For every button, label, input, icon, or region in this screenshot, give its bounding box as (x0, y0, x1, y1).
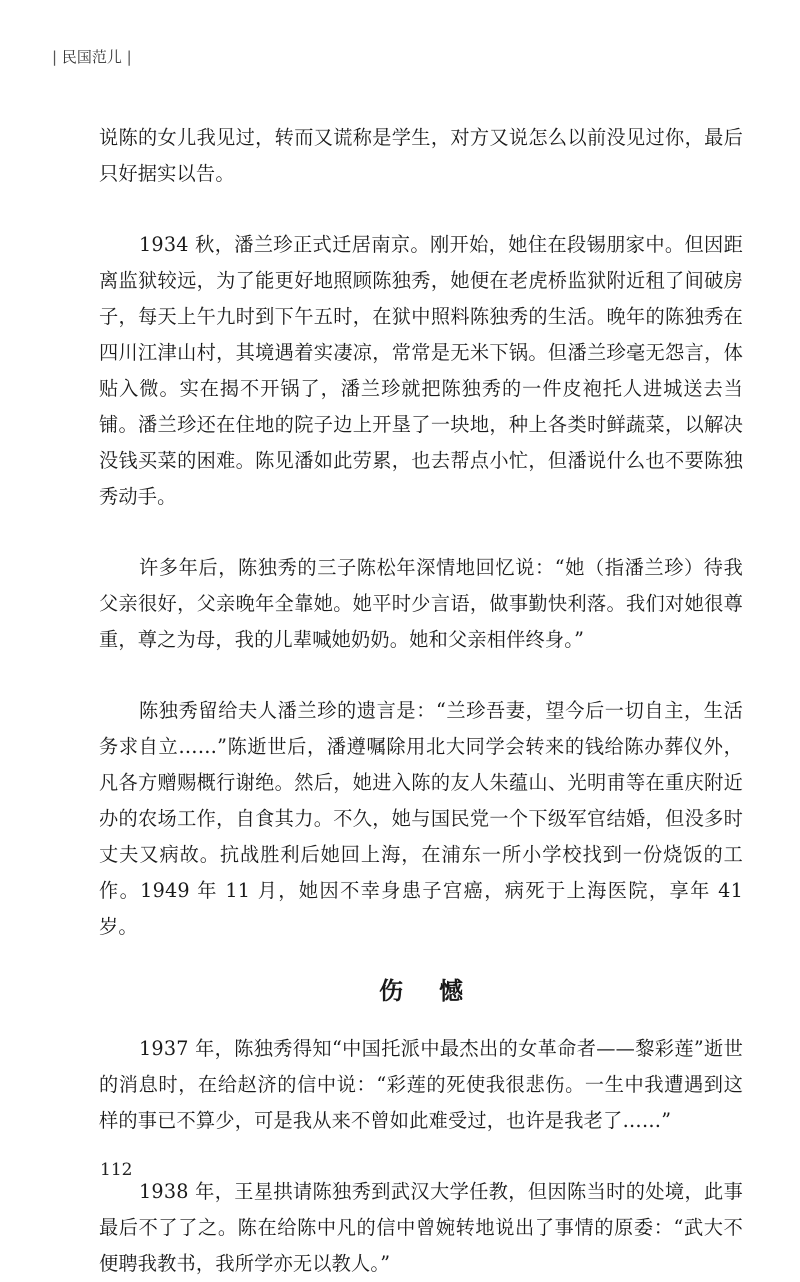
page-number: 112 (100, 1160, 133, 1180)
section-title: 伤憾 (379, 977, 499, 1005)
paragraph-last-words: 陈独秀留给夫人潘兰珍的遗言是：“兰珍吾妻，望今后一切自主，生活务求自立……”陈逝世后，潘遵嘱除用北大同学会转来的钱给陈办葬仪外，凡各方赠赐概行谢绝。然后，她进入陈的友人朱蕴山、光明甫等在重庆附近办的农场工作，自食其力。不久，她与国民党一个下级军官结婚，但没多时丈夫又病故。抗战胜利后她回上海，在浦东一所小学校找到一份烧饭的工作。1949 年 11 月，她因不幸身患子宫癌，病死于上海医院，享年 41 岁。 (99, 699, 743, 938)
paragraph-1937: 1937 年，陈独秀得知“中国托派中最杰出的女革命者——黎彩莲”逝世的消息时，在给赵济的信中说：“彩莲的死使我很悲伤。一生中我遭遇到这样的事已不算少，可是我从来不曾如此难受过，也许是我老了……” (99, 1037, 743, 1132)
page-body (99, 120, 743, 1282)
header-book-title: 民国范儿 (61, 48, 122, 66)
paragraph-1938: 1938 年，王星拱请陈独秀到武汉大学任教，但因陈当时的处境，此事最后不了了之。陈在给陈中凡的信中曾婉转地说出了事情的原委：“武大不便聘我教书，我所学亦无以教人。” (99, 1180, 743, 1275)
paragraph-son-memory: 许多年后，陈独秀的三子陈松年深情地回忆说：“她（指潘兰珍）待我父亲很好，父亲晚年全靠她。她平时少言语，做事勤快利落。我们对她很尊重，尊之为母，我的儿辈喊她奶奶。她和父亲相伴终身。” (99, 556, 743, 651)
header-right-bar: | (126, 48, 132, 66)
running-header (52, 46, 132, 67)
header-left-bar: | (52, 48, 58, 66)
paragraph-continuation: 说陈的女儿我见过，转而又谎称是学生，对方又说怎么以前没见过你，最后只好据实以告。 (99, 126, 743, 185)
paragraph-1934-move: 1934 秋，潘兰珍正式迁居南京。刚开始，她住在段锡朋家中。但因距离监狱较远，为了能更好地照顾陈独秀，她便在老虎桥监狱附近租了间破房子，每天上午九时到下午五时，在狱中照料陈独秀的生活。晚年的陈独秀在四川江津山村，其境遇着实凄凉，常常是无米下锅。但潘兰珍毫无怨言，体贴入微。实在揭不开锅了，潘兰珍就把陈独秀的一件皮袍托人进城送去当铺。潘兰珍还在住地的院子边上开垦了一块地，种上各类时鲜蔬菜，以解决没钱买菜的困难。陈见潘如此劳累，也去帮点小忙，但潘说什么也不要陈独秀动手。 (99, 233, 743, 508)
